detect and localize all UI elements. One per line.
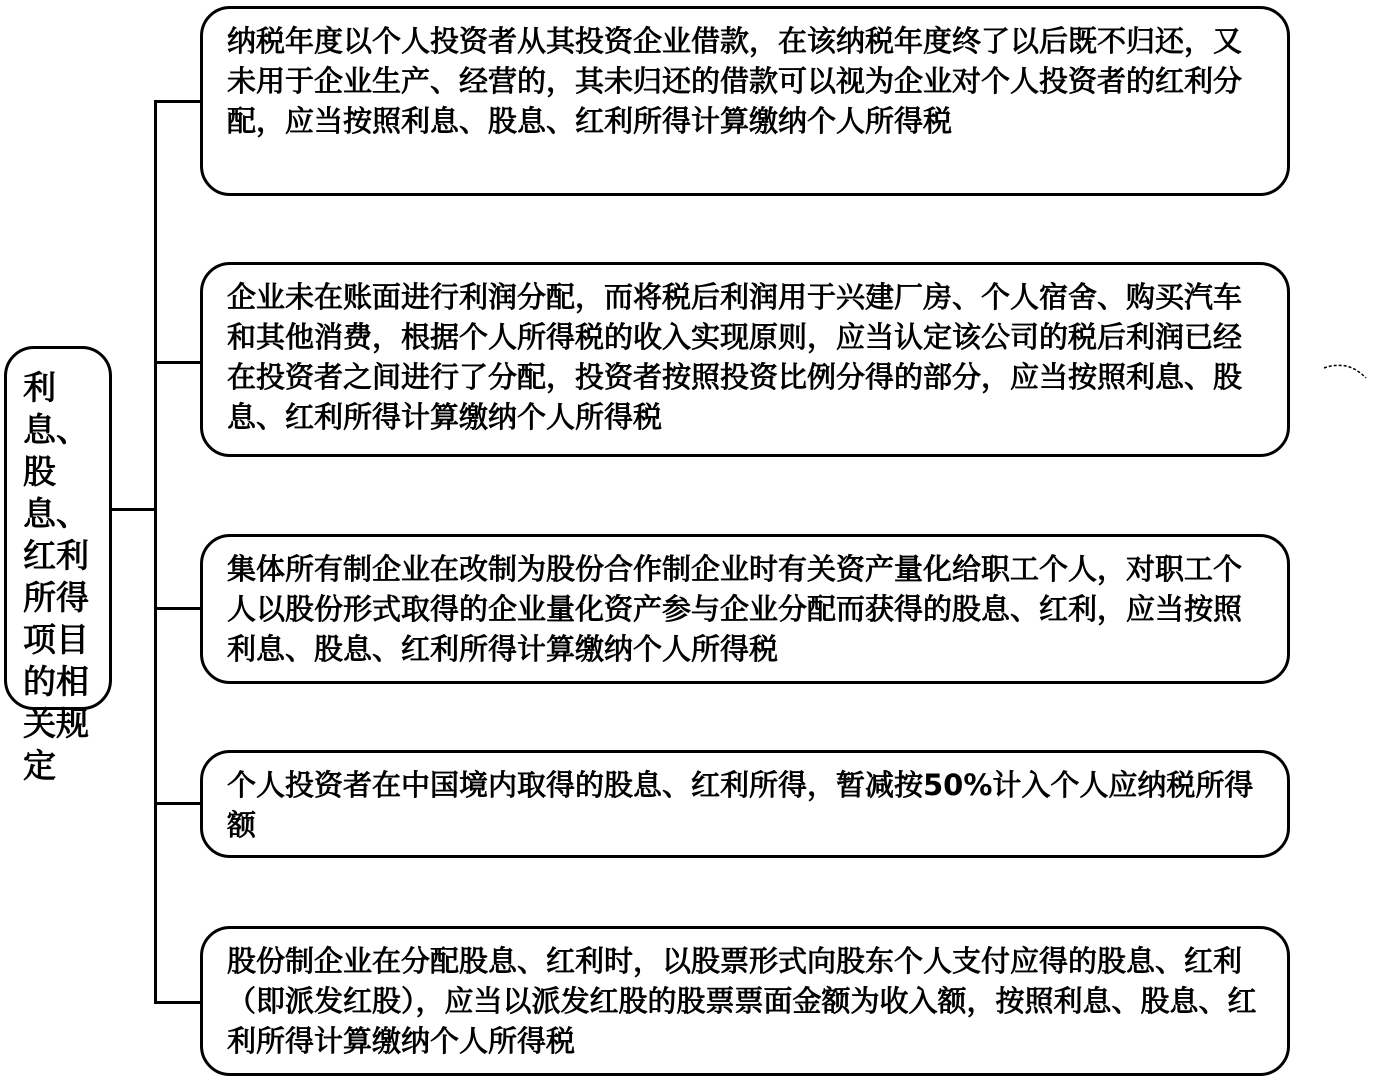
branch-connector-3	[154, 607, 202, 610]
branch-connector-1	[154, 100, 202, 103]
rule-text-1: 纳税年度以个人投资者从其投资企业借款，在该纳税年度终了以后既不归还，又未用于企业生产、经营的，其未归还的借款可以视为企业对个人投资者的红利分配，应当按照利息、股息、红利所得计算缴纳个人所得税	[227, 24, 1243, 138]
root-label: 利息、股息、红利所得项目的相关规定	[23, 368, 89, 785]
trunk-line	[154, 100, 157, 1004]
rule-text-5: 股份制企业在分配股息、红利时，以股票形式向股东个人支付应得的股息、红利（即派发红股），应当以派发红股的股票票面金额为收入额，按照利息、股息、红利所得计算缴纳个人所得税	[227, 944, 1257, 1058]
rule-box-5	[200, 926, 1290, 1076]
branch-connector-4	[154, 802, 202, 805]
branch-connector-5	[154, 1001, 202, 1004]
rule-text-3: 集体所有制企业在改制为股份合作制企业时有关资产量化给职工个人，对职工个人以股份形式取得的企业量化资产参与企业分配而获得的股息、红利，应当按照利息、股息、红利所得计算缴纳个人所得税	[227, 552, 1243, 666]
rule-box-2	[200, 262, 1290, 457]
root-connector	[112, 508, 156, 511]
stray-mark-icon	[1322, 362, 1370, 382]
branch-connector-2	[154, 361, 202, 364]
rule-text-2: 企业未在账面进行利润分配，而将税后利润用于兴建厂房、个人宿舍、购买汽车和其他消费，根据个人所得税的收入实现原则，应当认定该公司的税后利润已经在投资者之间进行了分配，投资者按照投资比例分得的部分，应当按照利息、股息、红利所得计算缴纳个人所得税	[227, 280, 1243, 434]
rule-box-4	[200, 750, 1290, 858]
root-node	[4, 346, 112, 785]
rule-box-1	[200, 6, 1290, 196]
rule-text-4: 个人投资者在中国境内取得的股息、红利所得，暂减按50%计入个人应纳税所得额	[227, 768, 1254, 842]
rule-box-3	[200, 534, 1290, 684]
